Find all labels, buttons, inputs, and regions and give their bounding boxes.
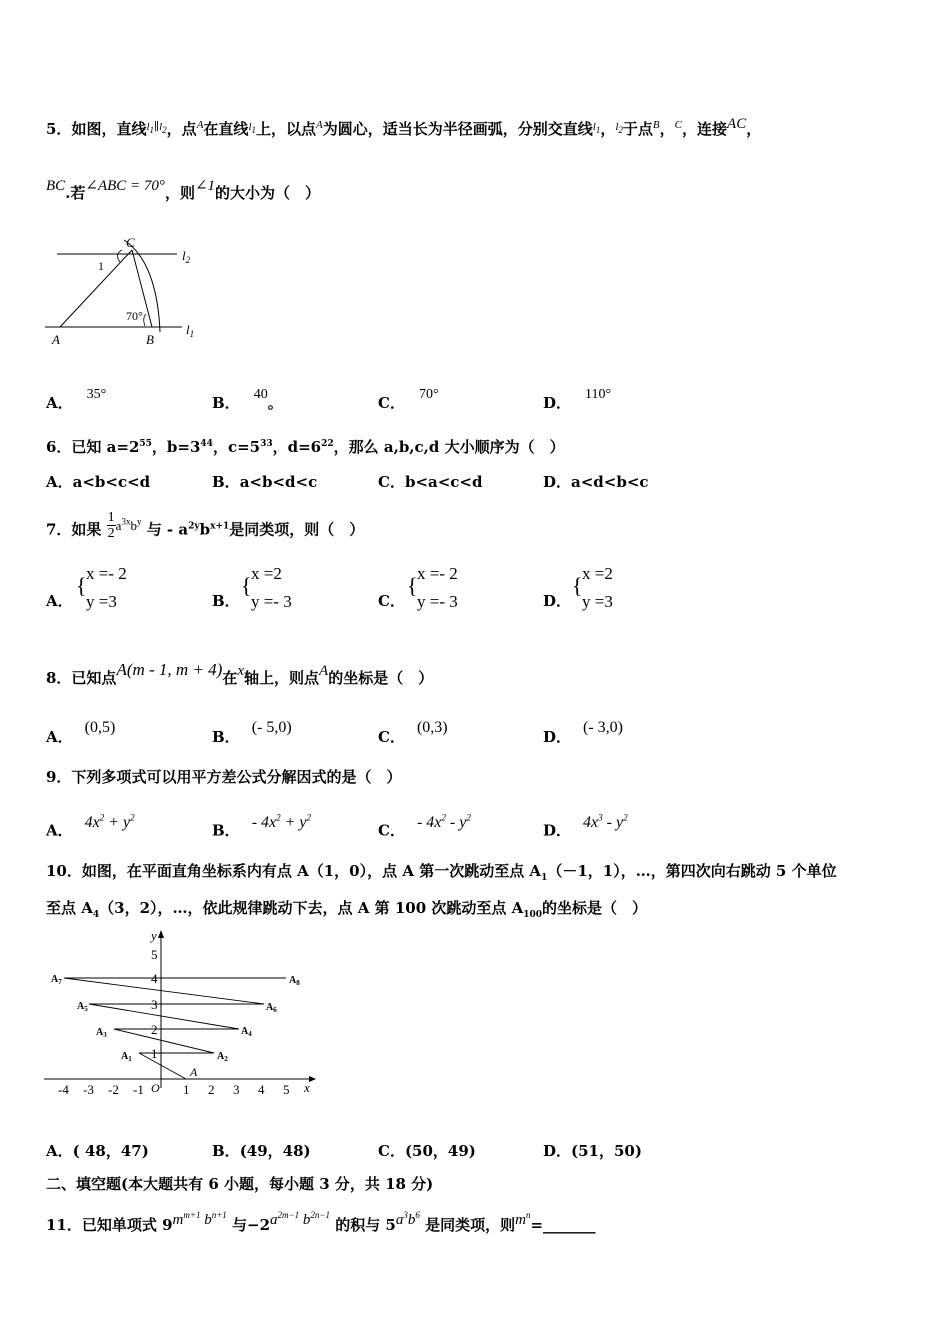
q10-option-d[interactable]: D．(51，50) xyxy=(543,1142,642,1160)
origin-label: O xyxy=(151,1081,160,1095)
q8-option-d[interactable]: D．(- 3,0) xyxy=(543,719,623,746)
x-tick: 2 xyxy=(208,1082,215,1097)
q11-stem: 11．已知单项式 $9m^{m+1}$ $b^{n+1}$ 与$-2a^{2m-1}$ $b^{2n-1}$ 的积与 $5a^3b^6$ 是同类项，则$m^n=\_\_\_\_\_\_\_$ xyxy=(46,1210,596,1234)
label-1: 1 xyxy=(98,259,104,273)
q5-option-d[interactable]: D． 110° xyxy=(543,387,612,412)
y-tick-labels xyxy=(151,947,158,1061)
q10-option-c[interactable]: C．(50，49) xyxy=(378,1142,476,1160)
x-tick: 3 xyxy=(233,1082,240,1097)
q8-stem: 8．已知点A(m - 1, m + 4)在x轴上，则点A的坐标是（ ） xyxy=(46,660,434,687)
q7-option-c-system: x =- 2 y =- 3 xyxy=(417,564,458,611)
label-l1: $l_1$ xyxy=(186,322,195,339)
q7-option-a[interactable]: A． xyxy=(46,592,73,610)
q7-option-d-system: x =2 y =3 xyxy=(582,564,613,611)
q6-option-d[interactable]: D．a<d<b<c xyxy=(543,473,649,491)
y-tick: 5 xyxy=(151,947,158,962)
y-axis-label: y xyxy=(151,928,157,943)
x-tick: -2 xyxy=(108,1082,119,1097)
q8-option-b[interactable]: B．(- 5,0) xyxy=(212,719,292,746)
label-a7: $A_7$ xyxy=(51,974,62,986)
q5-option-b[interactable]: B． 40。 xyxy=(212,387,283,412)
q5-line2: BC.若∠ABC = 70°，则∠1的大小为（ ） xyxy=(46,178,321,202)
q6-option-a[interactable]: A．a<b<c<d xyxy=(46,473,151,491)
x-tick-labels xyxy=(58,1082,290,1097)
segment-ac xyxy=(60,250,132,327)
fraction-half: $\frac{1}{2}$ xyxy=(107,509,115,541)
label-a2: $A_2$ xyxy=(217,1051,228,1063)
q10-figure xyxy=(44,928,319,1106)
angle70-mark xyxy=(144,314,146,326)
q9-option-d[interactable]: D． $4x^3 - y^2$ xyxy=(543,813,628,840)
q9-option-a[interactable]: A． $4x^2 + y^2$ xyxy=(46,813,135,840)
x-tick: 5 xyxy=(283,1082,290,1097)
section-2-heading: 二、填空题(本大题共有 6 小题，每小题 3 分，共 18 分) xyxy=(46,1175,434,1193)
y-tick: 4 xyxy=(151,971,158,986)
y-tick: 2 xyxy=(151,1022,158,1037)
y-tick: 3 xyxy=(151,997,158,1012)
q5-option-c[interactable]: C． 70° xyxy=(378,387,439,412)
label-a: A xyxy=(52,332,60,347)
x-tick: 4 xyxy=(258,1082,265,1097)
q6-option-c[interactable]: C．b<a<c<d xyxy=(378,473,483,491)
label-a4: $A_4$ xyxy=(241,1026,252,1038)
label-a1: $A_1$ xyxy=(121,1051,132,1063)
q10-line2: 至点 $A_4(3$，2），…，依此规律跳动下去，点 A 第 100 次跳动至点 $A_{100}$的坐标是（ ） xyxy=(46,899,648,920)
q9-stem: 9．下列多项式可以用平方差公式分解因式的是（ ） xyxy=(46,768,402,786)
label-a6: $A_6$ xyxy=(266,1002,277,1014)
x-axis-label: x xyxy=(304,1080,310,1095)
label-a8: $A_8$ xyxy=(289,975,300,987)
q7-option-b-system: x =2 y =- 3 xyxy=(251,564,292,611)
q6-stem: 6．已知 $a=2^{55}$，$b=3^{44}$，$c=5^{33}$，$d=6^{22}$，那么 a,b,c,d 大小顺序为（ ） xyxy=(46,438,565,456)
q8-option-a[interactable]: A．(0,5) xyxy=(46,719,116,746)
label-a3: $A_3$ xyxy=(96,1027,107,1039)
q9-option-c[interactable]: C． - $4x^2 - y^2$ xyxy=(378,813,471,840)
q7-option-a-system: x =- 2 y =3 xyxy=(86,564,127,611)
x-tick: 1 xyxy=(183,1082,190,1097)
label-70: 70° xyxy=(126,309,143,323)
x-tick: -4 xyxy=(58,1082,69,1097)
q7-option-c[interactable]: C． xyxy=(378,592,405,610)
q7-stem: 7．如果 $\frac{1}{2}$ $a^{3x}b^y$ 与 - $a^{2y}b^{x+1}$是同类项，则（ ） xyxy=(46,509,365,541)
q5-figure xyxy=(42,232,212,352)
q8-option-c[interactable]: C．(0,3) xyxy=(378,719,448,746)
y-tick: 1 xyxy=(151,1046,158,1061)
point-a-label: A xyxy=(190,1065,198,1079)
label-a5: $A_5$ xyxy=(77,1001,88,1013)
q9-option-b[interactable]: B． - $4x^2 + y^2$ xyxy=(212,813,312,840)
label-l2: $l_2$ xyxy=(182,248,191,265)
q10-line1: 10．如图，在平面直角坐标系内有点 A（1，0），点 A 第一次跳动至点 $A_1(-1$，1），…，第四次向右跳动 5 个单位 xyxy=(46,862,837,883)
label-c: C xyxy=(126,235,135,250)
q10-option-b[interactable]: B．(49，48) xyxy=(212,1142,311,1160)
q7-option-d[interactable]: D． xyxy=(543,592,572,610)
q10-option-a[interactable]: A．( 48，47) xyxy=(46,1142,149,1160)
angle1-mark xyxy=(117,250,122,262)
q7-option-b[interactable]: B． xyxy=(212,592,240,610)
y-axis-arrow xyxy=(158,930,164,938)
q5-option-a[interactable]: A． 35° xyxy=(46,387,107,412)
x-tick: -3 xyxy=(83,1082,94,1097)
q5-line1: 5．如图，直线$^{l_1\parallel l_2}$，点$^A$在直线$^{l_1}$上，以点$^A$为圆心，适当长为半径画弧，分别交直线$^{l_1}$，$^{l_2}$于点$^B$，$^C$，连接AC， xyxy=(46,116,762,138)
x-tick: -1 xyxy=(133,1082,144,1097)
x-axis-arrow xyxy=(309,1076,316,1082)
q6-option-b[interactable]: B．a<b<d<c xyxy=(212,473,318,491)
label-b: B xyxy=(146,332,154,347)
